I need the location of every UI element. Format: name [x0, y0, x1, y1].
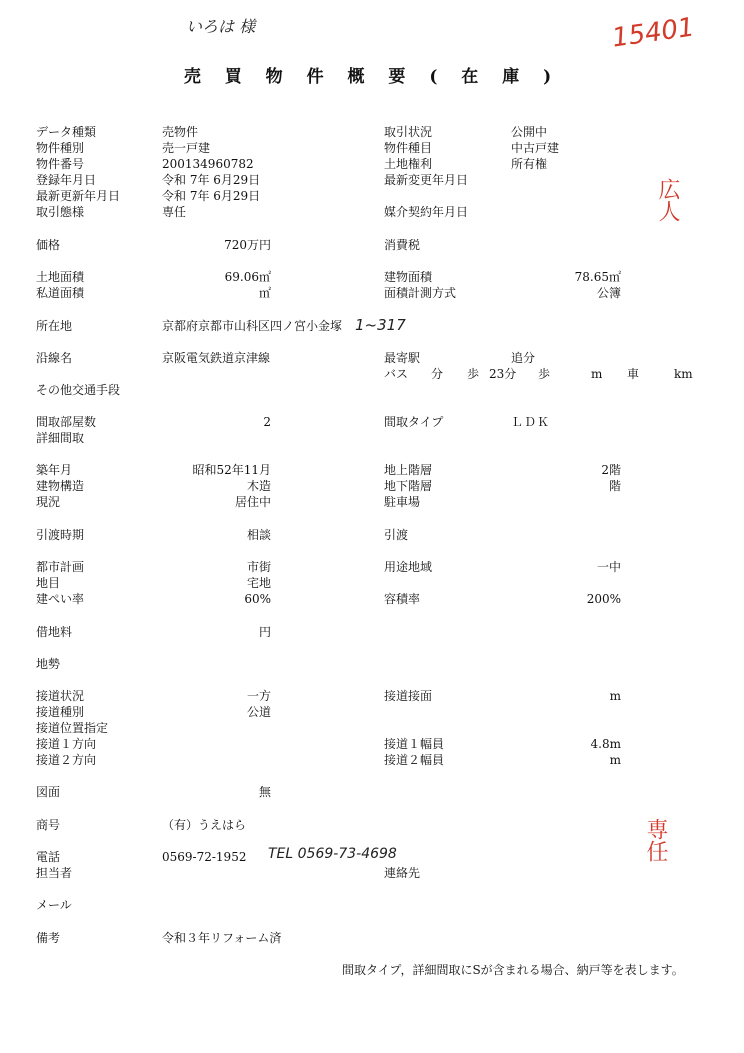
value-coverage-ratio: 60%	[244, 592, 271, 606]
label-updated-date: 最新更新年月日	[36, 189, 121, 203]
label-trade-status: 取引状況	[384, 125, 433, 139]
label-road2-dir: 接道２方向	[36, 753, 97, 767]
label-data-type: データ種類	[36, 125, 97, 139]
label-layout-detail: 詳細間取	[36, 431, 85, 445]
value-property-kind: 売一戸建	[162, 141, 211, 155]
handwritten-top-note: いろは 様	[186, 17, 256, 36]
value-structure: 木造	[246, 479, 271, 493]
value-price: 720万円	[224, 238, 271, 252]
value-station-name: 追分	[511, 351, 536, 365]
footnote: 間取タイプ，詳細間取にSが含まれる場合、納戸等を表します。	[342, 963, 684, 977]
label-road1-width: 接道１幅員	[384, 737, 445, 751]
label-road1-dir: 接道１方向	[36, 737, 97, 751]
label-phone: 電話	[36, 850, 61, 864]
label-mail: メール	[36, 898, 72, 912]
value-phone: 0569-72-1952	[162, 850, 247, 864]
label-structure: 建物構造	[36, 479, 85, 493]
label-road-status: 接道状況	[36, 689, 85, 703]
value-ground-rent: 円	[258, 625, 271, 639]
label-use-zone: 用途地域	[384, 560, 433, 574]
label-land-area: 土地面積	[36, 270, 85, 284]
value-floor-area-ratio: 200%	[586, 592, 621, 606]
value-road-frontage: m	[609, 689, 621, 703]
value-land-category: 宅地	[246, 576, 271, 590]
label-floor-area-ratio: 容積率	[384, 592, 421, 606]
value-trade-status: 公開中	[511, 125, 548, 139]
label-registered-date: 登録年月日	[36, 173, 97, 187]
label-meters: m	[591, 367, 603, 381]
handwritten-number: 15401	[610, 12, 697, 54]
value-rooms: 2	[263, 415, 271, 429]
value-data-type: 売物件	[162, 125, 199, 139]
value-area-measure: 公簿	[596, 286, 621, 300]
label-area-measure: 面積計測方式	[384, 286, 457, 300]
value-private-road-area: ㎡	[258, 286, 271, 300]
handwritten-phone-note: TEL 0569-73-4698	[268, 846, 397, 862]
value-layout-type: ＬＤＫ	[511, 415, 551, 429]
label-car: 車	[627, 367, 640, 381]
label-parking: 駐車場	[384, 495, 421, 509]
label-road2-width: 接道２幅員	[384, 753, 445, 767]
label-price: 価格	[36, 238, 61, 252]
label-building-area: 建物面積	[384, 270, 433, 284]
value-property-item: 中古戸建	[511, 141, 560, 155]
label-bus: バス	[384, 367, 409, 381]
label-floors-above: 地上階層	[384, 463, 433, 477]
label-contact: 連絡先	[384, 866, 421, 880]
value-current-state: 居住中	[234, 495, 271, 509]
label-walk-2: 歩	[538, 367, 551, 381]
label-property-kind: 物件種別	[36, 141, 85, 155]
label-remarks: 備考	[36, 931, 61, 945]
label-rooms: 間取部屋数	[36, 415, 97, 429]
value-remarks: 令和３年リフォーム済	[162, 931, 282, 945]
label-private-road-area: 私道面積	[36, 286, 85, 300]
value-drawing: 無	[258, 785, 271, 799]
label-road-frontage: 接道接面	[384, 689, 433, 703]
label-trade-name: 商号	[36, 818, 61, 832]
value-road2-width: m	[609, 753, 621, 767]
label-location: 所在地	[36, 319, 73, 333]
value-land-area: 69.06㎡	[224, 270, 271, 284]
value-road-status: 一方	[246, 689, 271, 703]
value-registered-date: 令和 7年 6月29日	[162, 173, 261, 187]
label-land-category: 地目	[36, 576, 61, 590]
label-tax: 消費税	[384, 238, 421, 252]
label-terrain: 地勢	[36, 657, 61, 671]
value-use-zone: 一中	[596, 560, 621, 574]
label-agency-contract-date: 媒介契約年月日	[384, 205, 469, 219]
value-property-number: 200134960782	[162, 157, 254, 171]
label-changed-date: 最新変更年月日	[384, 173, 469, 187]
label-person: 担当者	[36, 866, 73, 880]
label-property-number: 物件番号	[36, 157, 85, 171]
label-other-transport: その他交通手段	[36, 383, 121, 397]
value-road-kind: 公道	[246, 705, 271, 719]
value-road1-width: 4.8m	[590, 737, 621, 751]
label-handover-time: 引渡時期	[36, 528, 85, 542]
label-handover: 引渡	[384, 528, 409, 542]
label-land-right: 土地権利	[384, 157, 433, 171]
value-city-planning: 市街	[246, 560, 271, 574]
label-coverage-ratio: 建ぺい率	[36, 592, 85, 606]
page-title: 売 買 物 件 概 要 ( 在 庫 )	[183, 67, 561, 87]
label-city-planning: 都市計画	[36, 560, 85, 574]
value-handover-time: 相談	[246, 528, 271, 542]
value-updated-date: 令和 7年 6月29日	[162, 189, 261, 203]
value-floors-below: 階	[608, 479, 621, 493]
value-walk-minutes: 23分	[489, 367, 517, 381]
label-drawing: 図面	[36, 785, 61, 799]
label-nearest-station: 最寄駅	[384, 351, 421, 365]
label-railway: 沿線名	[36, 351, 73, 365]
handwritten-stamp: 専任	[643, 818, 668, 862]
value-railway: 京阪電気鉄道京津線	[162, 351, 271, 365]
value-building-area: 78.65㎡	[574, 270, 621, 284]
label-floors-below: 地下階層	[384, 479, 433, 493]
value-built: 昭和52年11月	[192, 463, 271, 477]
handwritten-side-mark: 広人	[655, 178, 680, 222]
label-walk: 歩	[467, 367, 480, 381]
label-bus-minutes: 分	[431, 367, 444, 381]
handwritten-address-addendum: 1~317	[355, 316, 406, 334]
value-trade-name: （有）うえはら	[162, 818, 247, 832]
label-road-position: 接道位置指定	[36, 721, 109, 735]
label-km: km	[674, 367, 693, 381]
value-location: 京都府京都市山科区四ノ宮小金塚	[162, 319, 343, 333]
label-current-state: 現況	[36, 495, 61, 509]
label-road-kind: 接道種別	[36, 705, 85, 719]
value-transaction-mode: 専任	[162, 205, 187, 219]
label-transaction-mode: 取引態様	[36, 205, 85, 219]
value-land-right: 所有権	[511, 157, 548, 171]
label-property-item: 物件種目	[384, 141, 433, 155]
value-floors-above: 2階	[601, 463, 621, 477]
label-ground-rent: 借地料	[36, 625, 73, 639]
label-built: 築年月	[36, 463, 73, 477]
label-layout-type: 間取タイプ	[384, 415, 444, 429]
